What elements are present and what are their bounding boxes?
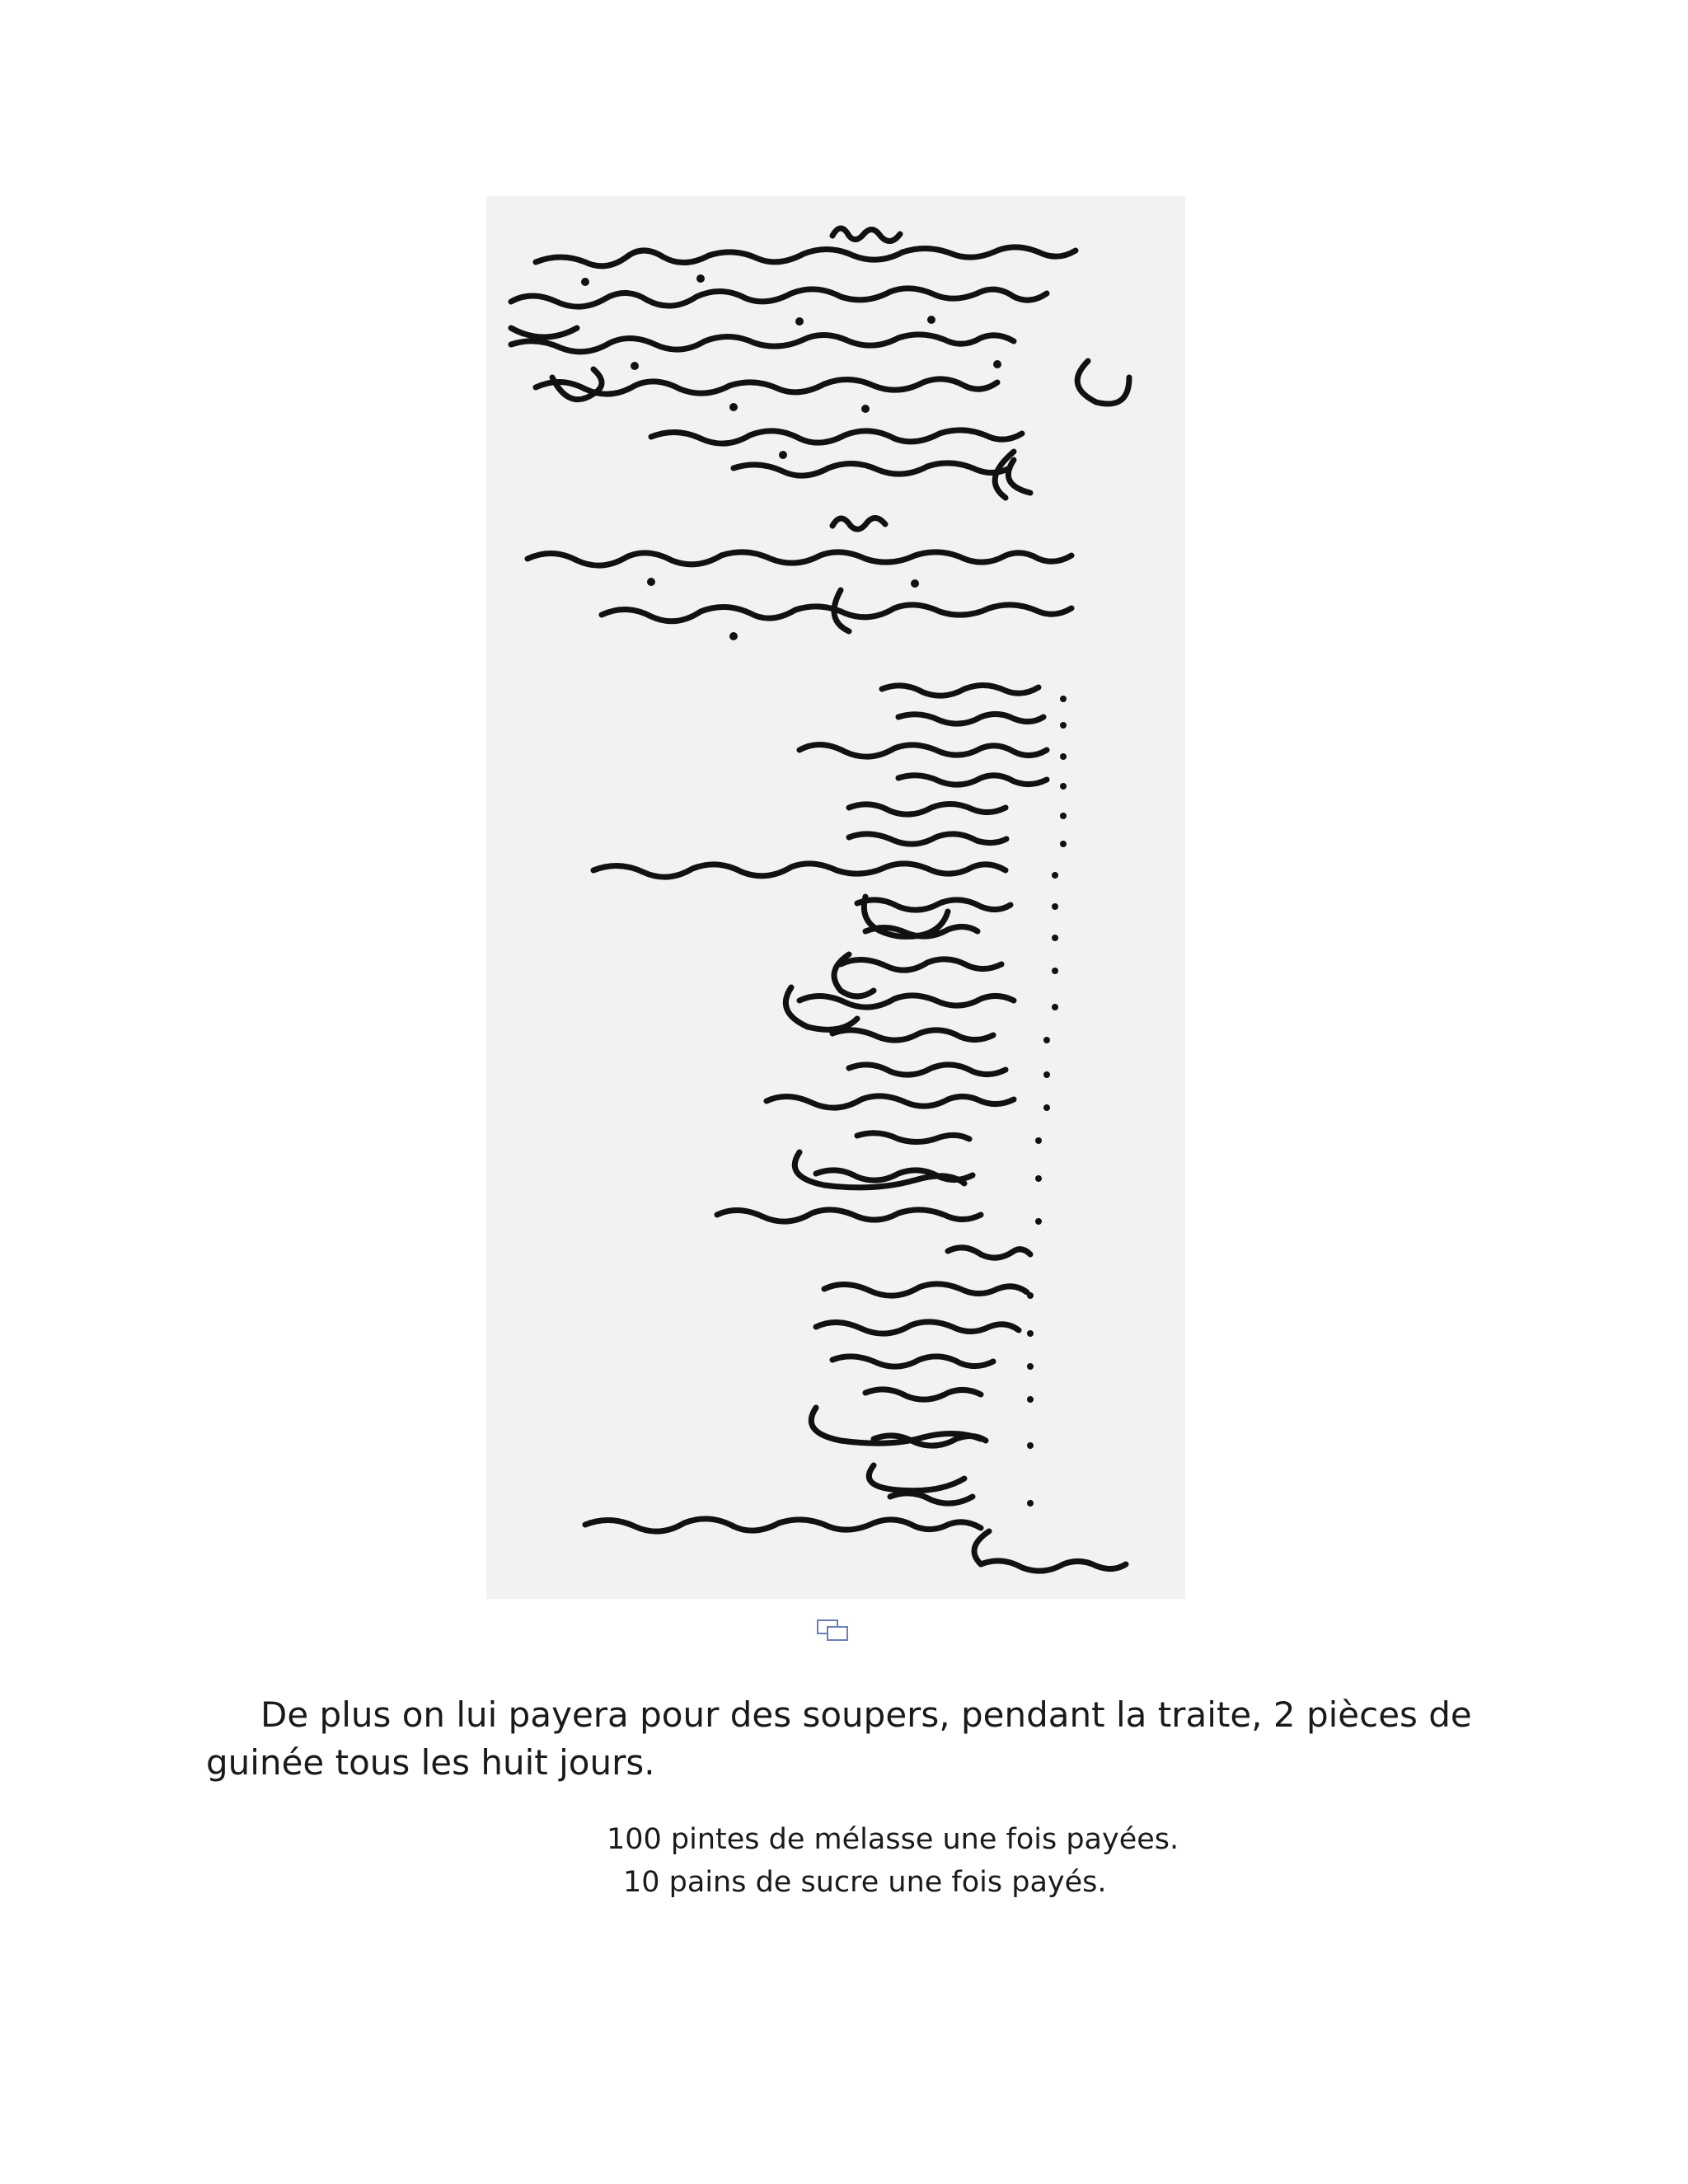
body-paragraph: De plus on lui payera pour des soupers, pendant la traite, 2 pièces de guinée tous les huit jours. — [206, 1694, 1472, 1783]
manuscript-scan — [486, 196, 1185, 1599]
list-line-molasses: 100 pintes de mélasse une fois payées. — [607, 1823, 1179, 1856]
image-caption-icon[interactable] — [816, 1615, 851, 1643]
list-line-sugar: 10 pains de sucre une fois payés. — [623, 1866, 1107, 1899]
manuscript-scan-drawing — [486, 196, 1185, 1599]
